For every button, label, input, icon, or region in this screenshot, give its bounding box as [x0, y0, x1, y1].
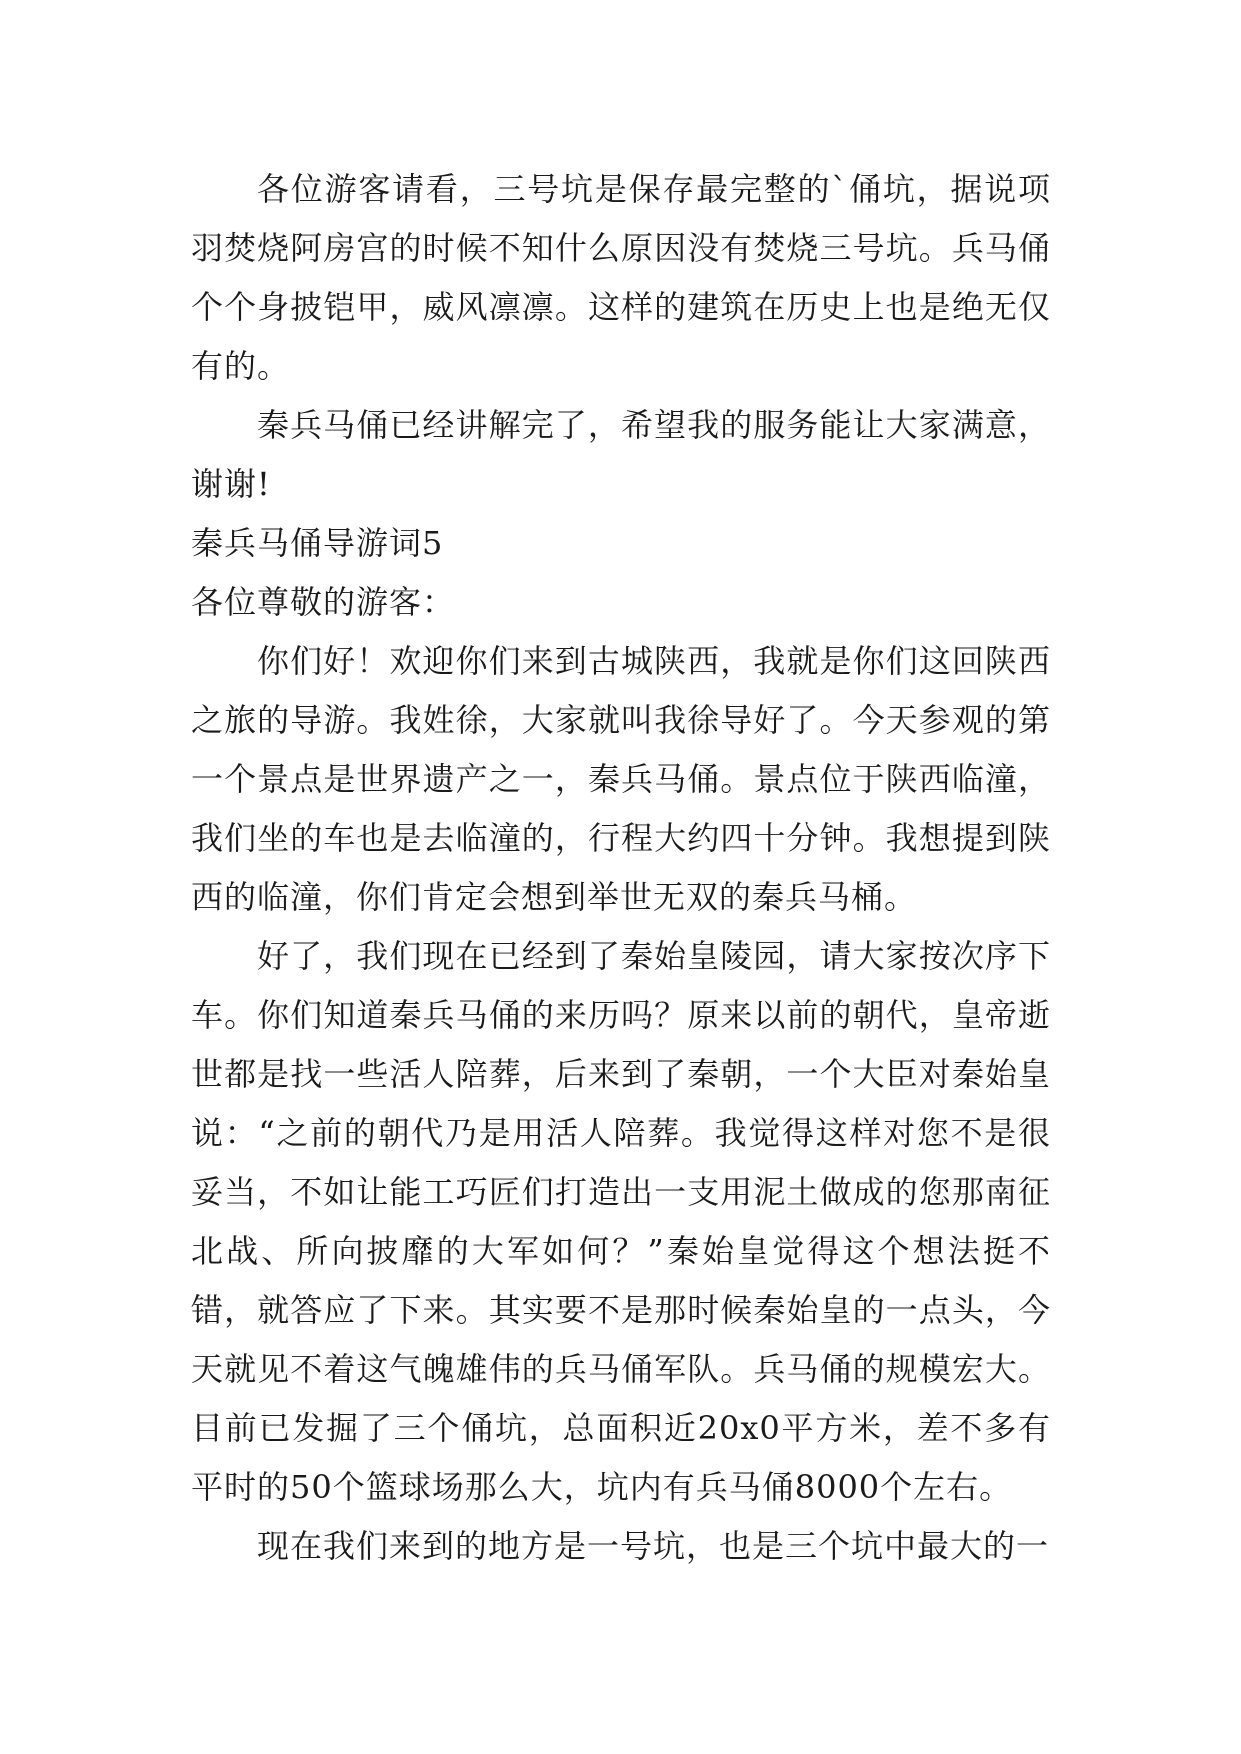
- document-body: [191, 160, 1051, 1576]
- paragraph-pit1-intro: 现在我们来到的地方是一号坑，也是三个坑中最大的一: [257, 1527, 1050, 1565]
- paragraph-pit3-description: 各位游客请看，三号坑是保存最完整的`俑坑，据说项羽焚烧阿房宫的时候不知什么原因没有焚烧三号坑。兵马俑个个身披铠甲，威风凛凛。这样的建筑在历史上也是绝无仅有的。: [191, 170, 1051, 385]
- salutation: 各位尊敬的游客：: [191, 583, 456, 621]
- section-title: 秦兵马俑导游词5: [191, 524, 444, 562]
- paragraph-welcome: 你们好！欢迎你们来到古城陕西，我就是你们这回陕西之旅的导游。我姓徐，大家就叫我徐导好了。今天参观的第一个景点是世界遗产之一，秦兵马俑。景点位于陕西临潼，我们坐的车也是去临潼的，行程大约四十分钟。我想提到陕西的临潼，你们肯定会想到举世无双的秦兵马桶。: [191, 642, 1051, 916]
- paragraph-closing-thanks: 秦兵马俑已经讲解完了，希望我的服务能让大家满意，谢谢!: [191, 406, 1051, 503]
- paragraph-history: 好了，我们现在已经到了秦始皇陵园，请大家按次序下车。你们知道秦兵马俑的来历吗？原来以前的朝代，皇帝逝世都是找一些活人陪葬，后来到了秦朝，一个大臣对秦始皇说：“之前的朝代乃是用活人陪葬。我觉得这样对您不是很妥当，不如让能工巧匠们打造出一支用泥土做成的您那南征北战、所向披靡的大军如何？”秦始皇觉得这个想法挺不错，就答应了下来。其实要不是那时候秦始皇的一点头，今天就见不着这气魄雄伟的兵马俑军队。兵马俑的规模宏大。目前已发掘了三个俑坑，总面积近20x0平方米，差不多有平时的50个篮球场那么大，坑内有兵马俑8000个左右。: [191, 937, 1051, 1506]
